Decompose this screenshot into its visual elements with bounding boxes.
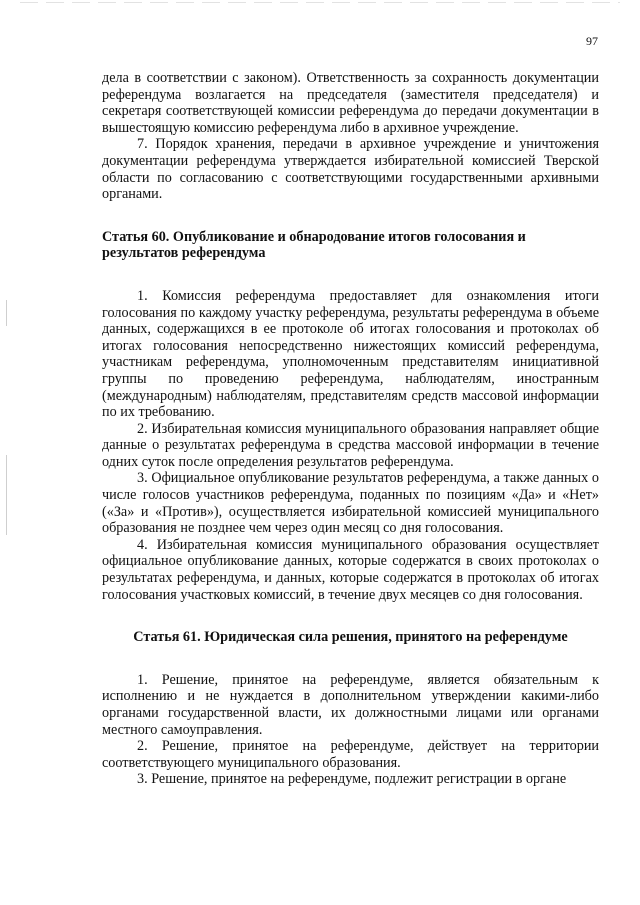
article-61-paragraph-1: 1. Решение, принятое на референдуме, является обязательным к исполнению и не нуждается в дополнительном утверждении какими-либо органами государственной власти, их должностными лицами или органами местного самоуправления. bbox=[102, 671, 599, 738]
document-body bbox=[102, 70, 599, 788]
scan-edge-artifact bbox=[20, 2, 620, 3]
article-60-paragraph-1: 1. Комиссия референдума предоставляет для ознакомления итоги голосования по каждому участку референдума, результаты референдума в объеме данных, содержащихся в ее протоколе об итогах голосования и протоколах об итогах голосования непосредственно нижестоящих комиссий референдума, участникам референдума, уполномоченным представителям инициативной группы по проведению референдума, наблюдателям, иностранным (международным) наблюдателям, представителям средств массовой информации по их требованию. bbox=[102, 287, 599, 421]
margin-scan-mark bbox=[6, 455, 7, 535]
article-61-paragraph-3: 3. Решение, принятое на референдуме, подлежит регистрации в органе bbox=[137, 771, 567, 788]
margin-scan-mark bbox=[6, 300, 7, 326]
article-60-paragraph-3: 3. Официальное опубликование результатов референдума, а также данных о числе голосов участников референдума, поданных по позициям «Да» и «Нет» («За» и «Против»), осуществляется избирательной комиссией муниципального образования не позднее чем через один месяц со дня голосования. bbox=[102, 470, 599, 537]
page-number: 97 bbox=[586, 34, 598, 48]
article-61-heading: Статья 61. Юридическая сила решения, принятого на референдуме bbox=[133, 629, 568, 646]
article-60-paragraph-2: 2. Избирательная комиссия муниципального образования направляет общие данные о результатах референдума в средства массовой информации в течение одних суток после определения результатов референдума. bbox=[102, 420, 599, 470]
article-61-paragraph-2: 2. Решение, принятое на референдуме, действует на территории соответствующего муниципального образования. bbox=[102, 738, 599, 771]
paragraph-7: 7. Порядок хранения, передачи в архивное учреждение и уничтожения документации референдума утверждается избирательной комиссией Тверской области по согласованию с соответствующими государственными архивными органами. bbox=[102, 136, 599, 203]
article-60-paragraph-4: 4. Избирательная комиссия муниципального образования осуществляет официальное опубликование данных, которые содержатся в своих протоколах о результатах референдума, и данных, которые содержатся в протоколах об итогах голосования участковых комиссий, в течение двух месяцев со дня голосования. bbox=[102, 536, 599, 603]
paragraph-continuation: дела в соответствии с законом). Ответственность за сохранность документации референдума возлагается на председателя (заместителя председателя) и секретаря соответствующей комиссии референдума до передачи документации в вышестоящую комиссию референдума либо в архивное учреждение. bbox=[102, 70, 599, 136]
article-60-heading: Статья 60. Опубликование и обнародование итогов голосования и результатов референдума bbox=[102, 228, 526, 262]
